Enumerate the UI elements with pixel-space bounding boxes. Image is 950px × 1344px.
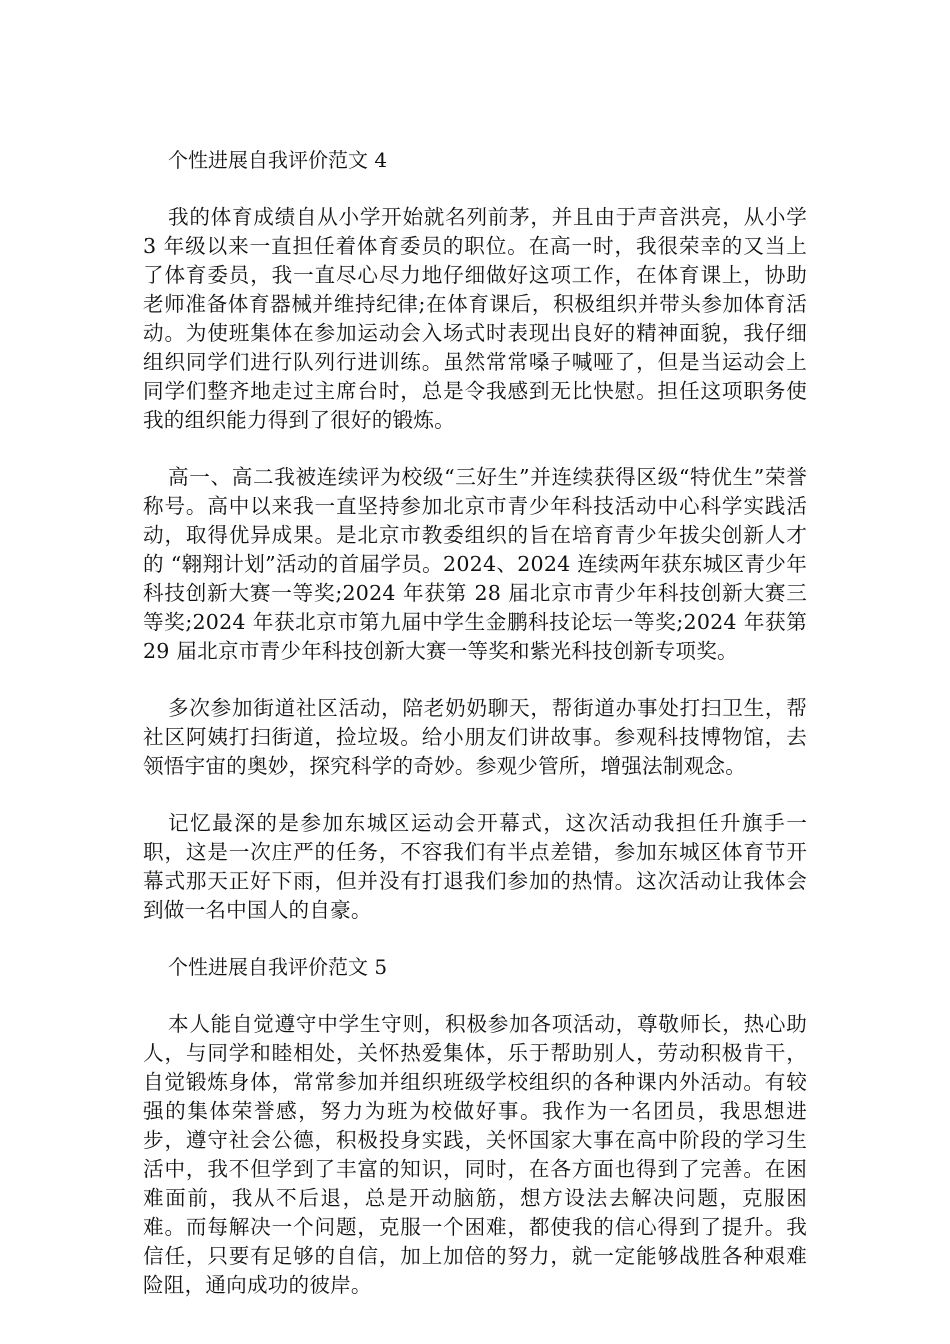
section-title-5: 个性进展自我评价范文 5	[168, 955, 388, 979]
paragraph-flag-raiser: 记忆最深的是参加东城区运动会开幕式，这次活动我担任升旗手一职，这是一次庄严的任务，不容我们有半点差错，参加东城区体育节开幕式那天正好下雨，但并没有打退我们参加的热情。这次活动让我体会到做一名中国人的自豪。	[143, 811, 807, 922]
paragraph-sports-committee: 我的体育成绩自从小学开始就名列前茅，并且由于声音洪亮，从小学 3 年级以来一直担任着体育委员的职位。在高一时，我很荣幸的又当上了体育委员，我一直尽心尽力地仔细做好这项工作，在体育课上，协助老师准备体育器械并维持纪律;在体育课后，积极组织并带头参加体育活动。为使班集体在参加运动会入场式时表现出良好的精神面貌，我仔细组织同学们进行队列行进训练。虽然常常嗓子喊哑了，但是当运动会上同学们整齐地走过主席台时，总是令我感到无比快慰。担任这项职务使我的组织能力得到了很好的锻炼。	[143, 205, 807, 432]
paragraph-community-activities: 多次参加街道社区活动，陪老奶奶聊天，帮街道办事处打扫卫生，帮社区阿姨打扫街道，捡垃圾。给小朋友们讲故事。参观科技博物馆，去领悟宇宙的奥妙，探究科学的奇妙。参观少管所，增强法制观念。	[143, 696, 807, 778]
section-title-4: 个性进展自我评价范文 4	[168, 148, 388, 172]
paragraph-honors-awards: 高一、高二我被连续评为校级“三好生”并连续获得区级“特优生”荣誉称号。高中以来我一直坚持参加北京市青少年科技活动中心科学实践活动，取得优异成果。是北京市教委组织的旨在培育青少年拔尖创新人才的 “翱翔计划”活动的首届学员。2024、2024 连续两年获东城区青少年科技创新大赛一等奖;2024 年获第 28 届北京市青少年科技创新大赛三等奖;2024 年获北京市第九届中学生金鹏科技论坛一等奖;2024 年获第 29 届北京市青少年科技创新大赛一等奖和紫光科技创新专项奖。	[143, 465, 807, 663]
document-body	[143, 146, 807, 1328]
paragraph-self-evaluation: 本人能自觉遵守中学生守则，积极参加各项活动，尊敬师长，热心助人，与同学和睦相处，关怀热爱集体，乐于帮助别人，劳动积极肯干，自觉锻炼身体，常常参加并组织班级学校组织的各种课内外活动。有较强的集体荣誉感，努力为班为校做好事。我作为一名团员，我思想进步，遵守社会公德，积极投身实践，关怀国家大事在高中阶段的学习生活中，我不但学到了丰富的知识，同时，在各方面也得到了完善。在困难面前，我从不后退，总是开动脑筋，想方设法去解决问题，克服困难。而每解决一个问题，克服一个困难，都使我的信心得到了提升。我信任，只要有足够的自信，加上加倍的努力，就一定能够战胜各种艰难险阻，通向成功的彼岸。	[143, 1012, 807, 1297]
